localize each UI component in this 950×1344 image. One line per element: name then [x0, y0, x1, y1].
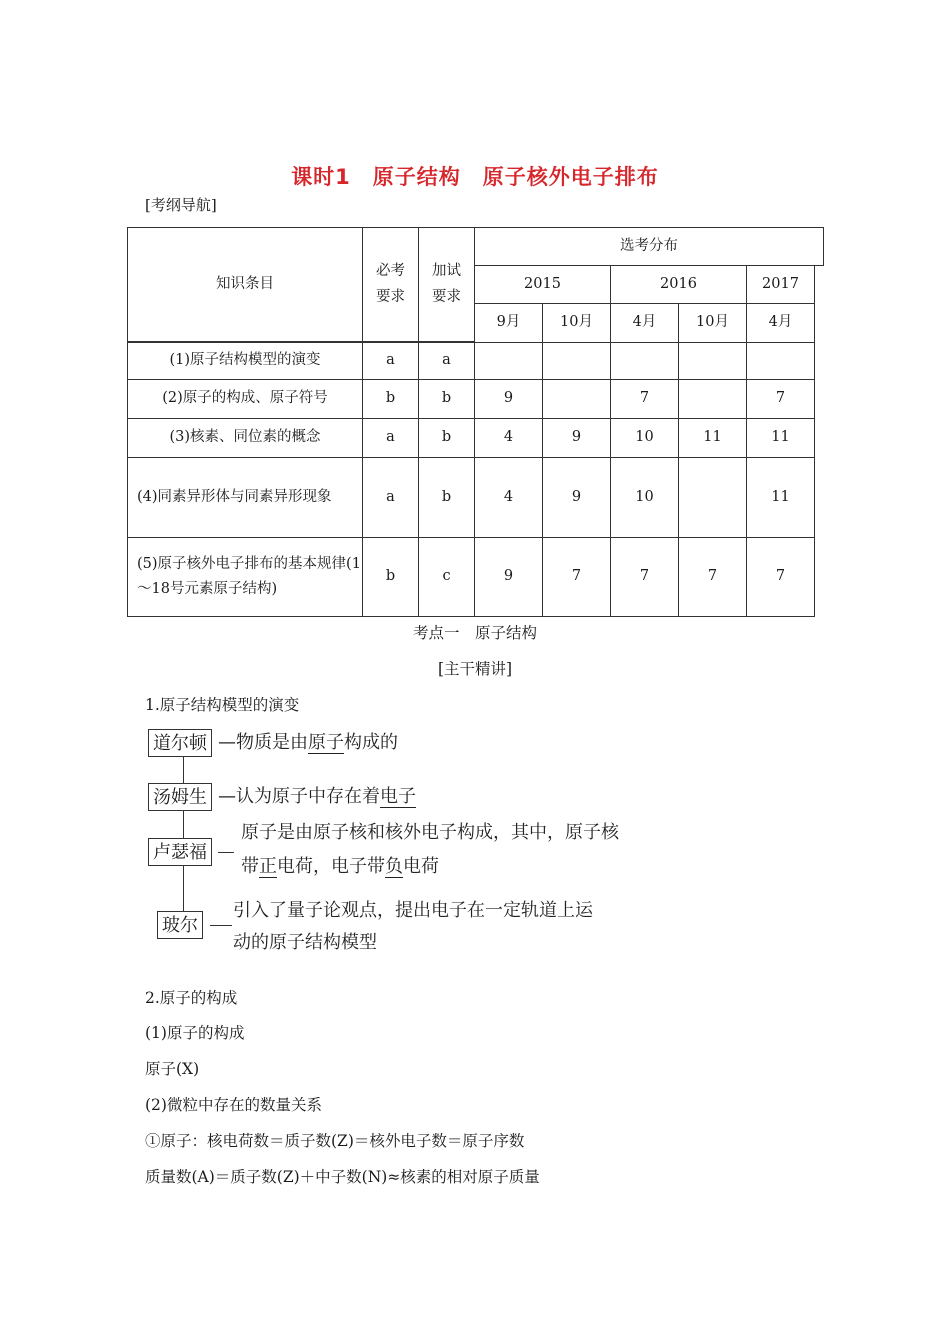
year-2016: 2016: [610, 265, 747, 304]
row-required: a: [362, 342, 419, 380]
rutherford-description-line2: 带正电荷，电子带负电荷: [241, 856, 439, 877]
connector-line: [183, 811, 184, 838]
row-value: 7: [610, 379, 679, 419]
row-value: 4: [474, 457, 543, 538]
row-value: 11: [746, 418, 815, 458]
section-title: 考点一 原子结构: [412, 624, 537, 642]
connector-line: [183, 757, 184, 783]
heading-1: 1.原子结构模型的演变: [145, 696, 300, 714]
header-knowledge: 知识条目: [127, 227, 363, 342]
connector-line: [210, 925, 232, 926]
row-value: 9: [542, 418, 611, 458]
row-required: a: [362, 418, 419, 458]
row-added: b: [418, 379, 475, 419]
row-item: (2)原子的构成、原子符号: [127, 379, 363, 419]
row-value: 10: [610, 457, 679, 538]
row-value: [678, 457, 747, 538]
row-value: 7: [678, 537, 747, 617]
row-value: [542, 379, 611, 419]
exam-guide-label: [考纲导航]: [145, 196, 217, 214]
sub-label: [主干精讲]: [437, 660, 513, 678]
month-cell: 4月: [610, 303, 679, 343]
row-value: [746, 342, 815, 380]
month-cell: 4月: [746, 303, 815, 343]
month-cell: 10月: [678, 303, 747, 343]
row-value: [474, 342, 543, 380]
header-required: 必考要求: [362, 227, 419, 342]
row-value: [542, 342, 611, 380]
paragraph: (2)微粒中存在的数量关系: [145, 1096, 322, 1114]
header-distribution: 选考分布: [474, 227, 824, 266]
thomson-description: —认为原子中存在着电子: [218, 786, 416, 807]
year-2015: 2015: [474, 265, 611, 304]
row-required: b: [362, 379, 419, 419]
row-item: (4)同素异形体与同素异形现象: [127, 457, 363, 538]
row-added: b: [418, 457, 475, 538]
row-value: 9: [474, 379, 543, 419]
row-value: 9: [542, 457, 611, 538]
bohr-description-line2: 动的原子结构模型: [233, 932, 377, 953]
row-item: (1)原子结构模型的演变: [127, 342, 363, 380]
row-value: 4: [474, 418, 543, 458]
row-required: a: [362, 457, 419, 538]
header-added: 加试要求: [418, 227, 475, 342]
paragraph: 质量数(A)＝质子数(Z)＋中子数(N)≈核素的相对原子质量: [145, 1168, 540, 1186]
heading-2: 2.原子的构成: [145, 989, 238, 1007]
dalton-description: —物质是由原子构成的: [218, 732, 398, 753]
row-value: 7: [746, 537, 815, 617]
scientist-box-rutherford: 卢瑟福: [148, 838, 212, 866]
rutherford-description-line1: 原子是由原子核和核外电子构成，其中，原子核: [241, 822, 619, 843]
month-cell: 10月: [542, 303, 611, 343]
row-value: [678, 379, 747, 419]
scientist-box-thomson: 汤姆生: [148, 783, 212, 811]
row-value: 9: [474, 537, 543, 617]
paragraph: (1)原子的构成: [145, 1024, 245, 1042]
row-added: c: [418, 537, 475, 617]
scientist-box-dalton: 道尔顿: [148, 729, 212, 757]
year-2017: 2017: [746, 265, 815, 304]
bohr-description-line1: 引入了量子论观点，提出电子在一定轨道上运: [233, 900, 593, 921]
row-required: b: [362, 537, 419, 617]
row-value: [610, 342, 679, 380]
scientist-box-bohr: 玻尔: [157, 911, 203, 939]
month-cell: 9月: [474, 303, 543, 343]
row-value: 11: [746, 457, 815, 538]
row-value: 7: [610, 537, 679, 617]
connector-line: [218, 852, 234, 853]
page-title: 课时1 原子结构 原子核外电子排布: [291, 165, 659, 189]
row-item: (3)核素、同位素的概念: [127, 418, 363, 458]
row-added: b: [418, 418, 475, 458]
row-added: a: [418, 342, 475, 380]
paragraph: 原子(X): [145, 1060, 200, 1078]
row-value: 10: [610, 418, 679, 458]
paragraph: ①原子：核电荷数＝质子数(Z)＝核外电子数＝原子序数: [145, 1132, 525, 1150]
row-value: 7: [542, 537, 611, 617]
row-item: (5)原子核外电子排布的基本规律(1～18号元素原子结构): [127, 537, 363, 617]
row-value: 11: [678, 418, 747, 458]
row-value: 7: [746, 379, 815, 419]
row-value: [678, 342, 747, 380]
connector-line: [183, 866, 184, 911]
